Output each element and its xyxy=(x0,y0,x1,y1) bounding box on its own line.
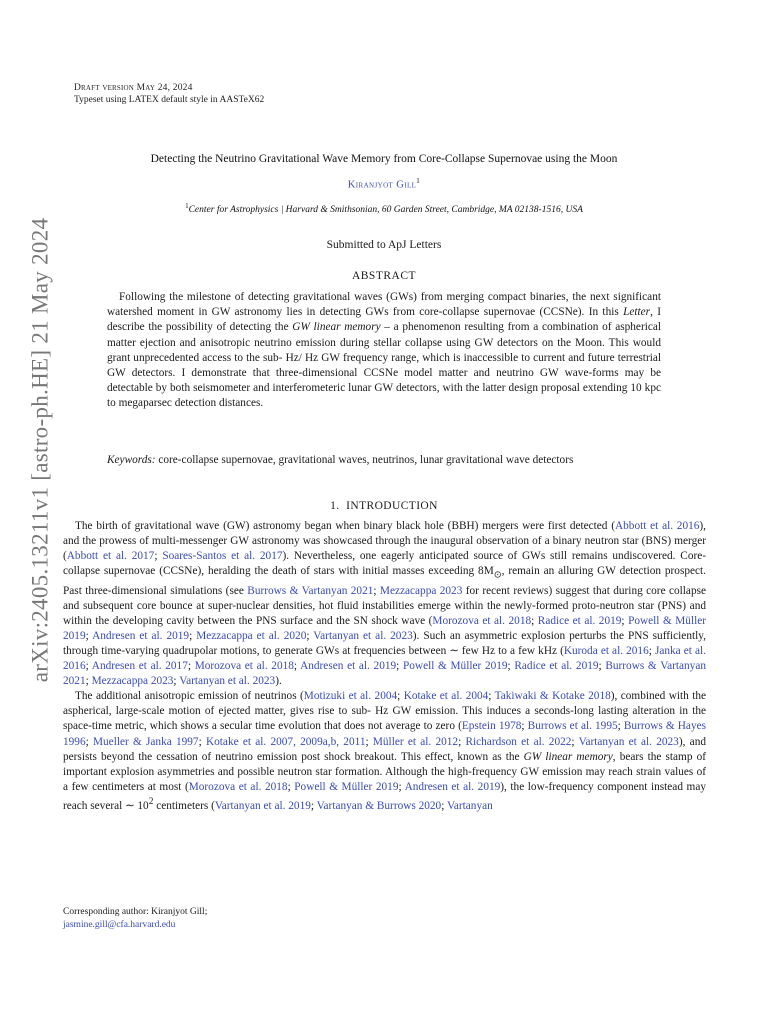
body-text: ; xyxy=(85,735,93,748)
body-text: ; xyxy=(187,660,195,673)
body-text: , remain an alluring GW detection prospect. Past three-dimensional simulations (see xyxy=(63,565,706,597)
body-text: ; xyxy=(441,799,447,812)
introduction-body xyxy=(63,519,706,814)
citation-link[interactable]: Janka et al. 2016 xyxy=(63,645,706,673)
draft-header xyxy=(74,82,264,106)
body-text: ; xyxy=(648,645,655,657)
body-text: ; xyxy=(621,614,629,627)
citation-link[interactable]: Kuroda et al. 2016 xyxy=(563,645,649,657)
abstract-text-1: Following the milestone of detecting gravitational waves (GWs) from merging compact binaries, the next significant watershed moment in GW astronomy lies in detecting GWs from core-collapse supernovae (CCSNe). In this xyxy=(107,291,661,319)
body-text: , bears the stamp of important explosion asymmetries and possible neutron star formation. Although the high-frequency GW emission may reach strain values of a few centimeters at most ( xyxy=(63,750,706,793)
citation-link[interactable]: Mezzacappa 2023 xyxy=(91,675,174,688)
citation-link[interactable]: Motizuki et al. 2004 xyxy=(303,690,398,703)
citation-link[interactable]: Mueller & Janka 1997 xyxy=(92,735,199,748)
body-text: ; xyxy=(85,675,92,688)
citation-link[interactable]: Andresen et al. 2019 xyxy=(300,660,397,673)
citation-link[interactable]: Andresen et al. 2017 xyxy=(91,660,188,673)
citation-link[interactable]: Powell & Müller 2019 xyxy=(402,660,508,673)
intro-paragraph-2 xyxy=(63,689,706,814)
body-text: ; xyxy=(507,660,515,673)
draft-version: Draft version May 24, 2024 xyxy=(74,83,193,93)
corresponding-author: Corresponding author: Kiranjyot Gill; xyxy=(63,907,208,917)
citation-link[interactable]: Kotake et al. 2004 xyxy=(403,690,489,703)
abstract-text-3: – a phenomenon resulting from a combination of aspherical matter ejection and anisotropic neutrino emission during stellar collapse using GW detectors on the Moon. This would grant unprecedented access to the sub- Hz/ Hz GW frequency range, which is inaccessible to current and future terrestrial GW detectors. I demonstrate that three-dimensional CCSNe model matter and neutrino GW wave-forms may be detectable by both seismometer and interferometeric lunar GW detectors, with the latter design proposal extending 10 kpc to megaparsec detection distances. xyxy=(107,321,662,410)
citation-link[interactable]: Burrows et al. 1995 xyxy=(527,720,618,733)
citation-link[interactable]: Morozova et al. 2018 xyxy=(194,660,294,673)
gw-linear-memory-term: GW linear memory xyxy=(523,750,613,763)
keywords-label: Keywords: xyxy=(107,454,156,466)
author-line xyxy=(0,177,768,191)
citation-link[interactable]: Vartanyan & Burrows 2020 xyxy=(316,799,442,812)
body-text: The birth of gravitational wave (GW) astronomy began when binary black hole (BBH) mergers were first detected ( xyxy=(75,520,615,532)
body-text: ; xyxy=(306,629,314,642)
body-text: ; xyxy=(365,735,373,748)
citation-link[interactable]: Mezzacappa et al. 2020 xyxy=(196,629,307,642)
citation-link[interactable]: Kotake et al. 2007, 2009a,b, 2011 xyxy=(205,735,366,748)
body-text: ; xyxy=(85,660,92,673)
body-text: ; xyxy=(198,735,206,748)
sun-symbol: ⊙ xyxy=(493,570,502,581)
citation-link[interactable]: Takiwaki & Kotake 2018 xyxy=(494,690,611,703)
citation-link[interactable]: Epstein 1978 xyxy=(461,720,522,733)
body-text: ), combined with the aspherical, large-scale motion of ejected matter, gives rise to sub- Hz GW emission. This induces a seconds-long lasting alteration in the space-time metric, which shows a secular time evolution that does not average to zero ( xyxy=(63,690,706,733)
citation-link[interactable]: Vartanyan xyxy=(446,799,493,812)
keywords-list: core-collapse supernovae, gravitational waves, neutrinos, lunar gravitational wave detectors xyxy=(155,454,574,466)
affiliation-mark: 1 xyxy=(185,202,189,210)
affiliation-text: Center for Astrophysics | Harvard & Smithsonian, 60 Garden Street, Cambridge, MA 02138-1516, USA xyxy=(188,205,583,216)
abstract-letter-word: Letter xyxy=(623,306,651,319)
citation-link[interactable]: Abbott et al. 2017 xyxy=(66,550,155,563)
author-affil-mark: 1 xyxy=(416,177,421,185)
body-text: ; xyxy=(397,690,404,703)
body-text: centimeters ( xyxy=(153,799,215,812)
section-number: 1. xyxy=(330,500,340,512)
paper-title: Detecting the Neutrino Gravitational Wave Memory from Core-Collapse Supernovae using the Moon xyxy=(150,153,618,165)
citation-link[interactable]: Andresen et al. 2019 xyxy=(404,780,501,793)
arxiv-identifier-text[interactable]: arXiv:2405.13211v1 [astro-ph.HE] 21 May 2024 xyxy=(27,217,53,683)
body-text: ), the low-frequency component instead may reach several ∼ 10 xyxy=(63,780,706,812)
body-text: ; xyxy=(373,584,380,597)
citation-link[interactable]: Mezzacappa 2023 xyxy=(379,584,463,597)
body-text: ; xyxy=(173,675,180,688)
body-text: ). Nevertheless, one eagerly anticipated source of GWs still remains undiscovered. Core-collapse supernovae (CCSNe), heralding the death of stars with initial masses exceeding 8M xyxy=(63,550,707,578)
abstract-text-2: , I describe the possibility of detecting the xyxy=(107,306,662,334)
body-text: ), and persists beyond the cessation of neutrino emission post shock breakout. This effect, known as the xyxy=(63,735,706,763)
intro-paragraph-1 xyxy=(63,519,706,689)
citation-link[interactable]: Abbott et al. 2016 xyxy=(615,520,700,532)
citation-link[interactable]: Powell & Müller 2019 xyxy=(63,614,707,642)
body-text: ; xyxy=(488,690,495,703)
body-text: ; xyxy=(617,720,624,733)
citation-link[interactable]: Morozova et al. 2018 xyxy=(188,780,288,793)
body-text: The additional anisotropic emission of neutrinos ( xyxy=(75,690,304,703)
submission-note: Submitted to ApJ Letters xyxy=(326,239,442,251)
body-text: ). xyxy=(275,675,282,688)
citation-link[interactable]: Vartanyan et al. 2023 xyxy=(313,629,413,642)
body-text: ; xyxy=(310,799,317,812)
arxiv-identifier[interactable] xyxy=(18,217,62,683)
body-text: ; xyxy=(521,720,528,733)
body-text: ; xyxy=(571,735,579,748)
abstract-heading: ABSTRACT xyxy=(351,270,417,282)
citation-link[interactable]: Müller et al. 2012 xyxy=(372,735,459,748)
body-text: ; xyxy=(531,614,538,627)
citation-link[interactable]: Burrows & Vartanyan 2021 xyxy=(63,660,706,688)
affiliation xyxy=(0,202,768,215)
citation-link[interactable]: Radice et al. 2019 xyxy=(537,614,622,627)
citation-link[interactable]: Vartanyan et al. 2023 xyxy=(179,675,276,688)
section-title: INTRODUCTION xyxy=(346,500,438,512)
body-text: ; xyxy=(287,780,295,793)
body-text: ; xyxy=(154,550,163,563)
footnote xyxy=(63,906,207,932)
body-text: ), and the prowess of multi-messenger GW astronomy was showcased through the inaugural observation of a binary neutron star (BNS) merger ( xyxy=(63,520,706,563)
exponent: 2 xyxy=(148,796,154,807)
body-text: for recent reviews) suggest that during core collapse and subsequent core bounce at super-nuclear densities, hot fluid instabilities emerge within the newly-formed proto-neutron star (PNS) and within the developing cavity between the PNS surface and the SN shock wave ( xyxy=(63,584,706,627)
citation-link[interactable]: Richardson et al. 2022 xyxy=(465,735,572,748)
citation-link[interactable]: Burrows & Hayes 1996 xyxy=(63,720,707,748)
body-text: ; xyxy=(189,629,197,642)
citation-link[interactable]: Burrows & Vartanyan 2021 xyxy=(247,584,374,597)
keywords xyxy=(107,454,667,466)
section-heading xyxy=(0,500,768,512)
author-name[interactable]: Kiranjyot Gill xyxy=(347,179,417,191)
citation-link[interactable]: Morozova et al. 2018 xyxy=(432,614,532,627)
body-text: ; xyxy=(598,660,606,673)
body-text: ). Such an asymmetric explosion perturbs the PNS sufficiently, through time-varying quadrupolar motions, to generate GWs at frequencies between ∼ few Hz to a few kHz ( xyxy=(63,629,706,657)
body-text: ; xyxy=(85,629,93,642)
citation-link[interactable]: Andresen et al. 2019 xyxy=(92,629,190,642)
body-text: ; xyxy=(396,660,403,673)
abstract-gw-memory: GW linear memory xyxy=(292,321,381,334)
citation-link[interactable]: Powell & Müller 2019 xyxy=(294,780,399,793)
body-text: ; xyxy=(293,660,301,673)
citation-link[interactable]: Vartanyan et al. 2019 xyxy=(214,799,311,812)
typeset-note: Typeset using LATEX default style in AASTeX62 xyxy=(74,95,265,105)
body-text: ; xyxy=(458,735,466,748)
body-text: ; xyxy=(398,780,405,793)
citation-link[interactable]: Soares-Santos et al. 2017 xyxy=(162,550,283,563)
abstract-body xyxy=(107,290,661,412)
author-email-link[interactable]: jasmine.gill@cfa.harvard.edu xyxy=(63,920,176,930)
citation-link[interactable]: Radice et al. 2019 xyxy=(514,660,599,673)
citation-link[interactable]: Vartanyan et al. 2023 xyxy=(578,735,679,748)
